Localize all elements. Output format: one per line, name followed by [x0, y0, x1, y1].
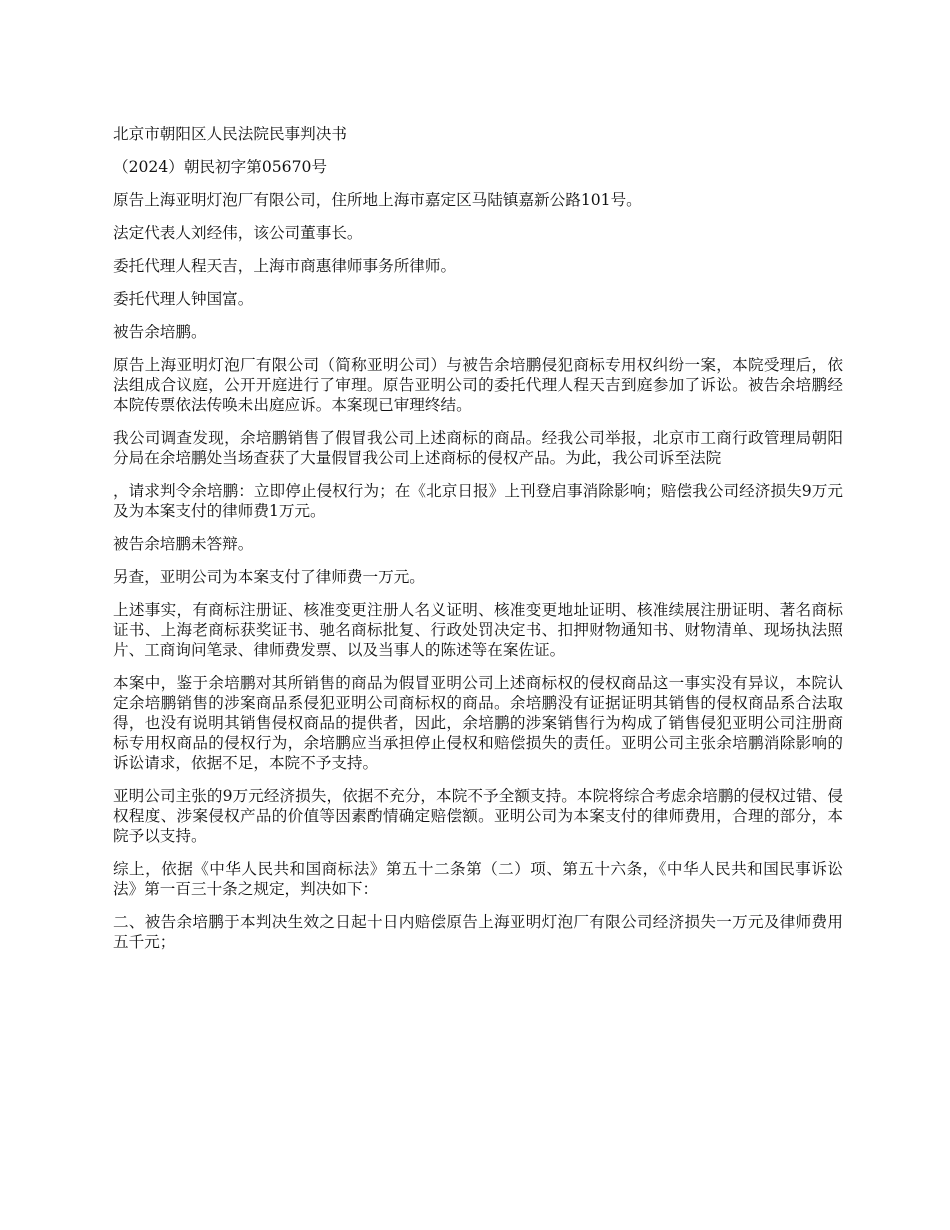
defendant-response-paragraph: 被告余培鹏未答辩。: [113, 535, 254, 553]
legal-basis-paragraph: 综上，依据《中华人民共和国商标法》第五十二条第（二）项、第五十六条，《中华人民共和国民事诉讼法》第一百三十条之规定，判决如下：: [113, 860, 843, 898]
plaintiff-request-paragraph: ，请求判令余培鹏：立即停止侵权行为；在《北京日报》上刊登启事消除影响；赔偿我公司经济损失9万元及为本案支付的律师费1万元。: [113, 482, 843, 520]
legal-representative-paragraph: 法定代表人刘经伟，该公司董事长。: [113, 224, 363, 242]
defendant-paragraph: 被告余培鹏。: [113, 323, 207, 341]
additional-finding-paragraph: 另查，亚明公司为本案支付了律师费一万元。: [113, 568, 425, 586]
agent-paragraph-1: 委托代理人程天吉，上海市商惠律师事务所律师。: [113, 257, 457, 275]
judgment-document: [113, 124, 843, 965]
court-reasoning-paragraph: 本案中，鉴于余培鹏对其所销售的商品为假冒亚明公司上述商标权的侵权商品这一事实没有异议，本院认定余培鹏销售的涉案商品系侵犯亚明公司商标权的商品。余培鹏没有证据证明其销售的侵权商品系合法取得，也没有说明其销售侵权商品的提供者，因此，余培鹏的涉案销售行为构成了销售侵犯亚明公司注册商标专用权商品的侵权行为，余培鹏应当承担停止侵权和赔偿损失的责任。亚明公司主张余培鹏消除影响的诉讼请求，依据不足，本院不予支持。: [113, 674, 843, 772]
document-title: 北京市朝阳区人民法院民事判决书: [113, 125, 347, 143]
judgment-item-paragraph: 二、被告余培鹏于本判决生效之日起十日内赔偿原告上海亚明灯泡厂有限公司经济损失一万元及律师费用五千元；: [113, 913, 843, 951]
plaintiff-claim-paragraph: 我公司调查发现，余培鹏销售了假冒我公司上述商标的商品。经我公司举报，北京市工商行政管理局朝阳分局在余培鹏处当场查获了大量假冒我公司上述商标的侵权产品。为此，我公司诉至法院: [113, 429, 843, 467]
case-intro-paragraph: 原告上海亚明灯泡厂有限公司（简称亚明公司）与被告余培鹏侵犯商标专用权纠纷一案，本院受理后，依法组成合议庭，公开开庭进行了审理。原告亚明公司的委托代理人程天吉到庭参加了诉讼。被告余培鹏经本院传票依法传唤未出庭应诉。本案现已审理终结。: [113, 356, 843, 414]
agent-paragraph-2: 委托代理人钟国富。: [113, 290, 254, 308]
evidence-paragraph: 上述事实，有商标注册证、核准变更注册人名义证明、核准变更地址证明、核准续展注册证明、著名商标证书、上海老商标获奖证书、驰名商标批复、行政处罚决定书、扣押财物通知书、财物清单、现场执法照片、工商询问笔录、律师费发票、以及当事人的陈述等在案佐证。: [113, 601, 843, 659]
damages-paragraph: 亚明公司主张的9万元经济损失，依据不充分，本院不予全额支持。本院将综合考虑余培鹏的侵权过错、侵权程度、涉案侵权产品的价值等因素酌情确定赔偿额。亚明公司为本案支付的律师费用，合理的部分，本院予以支持。: [113, 787, 843, 845]
plaintiff-paragraph: 原告上海亚明灯泡厂有限公司，住所地上海市嘉定区马陆镇嘉新公路101号。: [113, 191, 642, 209]
case-number: （2024）朝民初字第05670号: [113, 158, 328, 176]
